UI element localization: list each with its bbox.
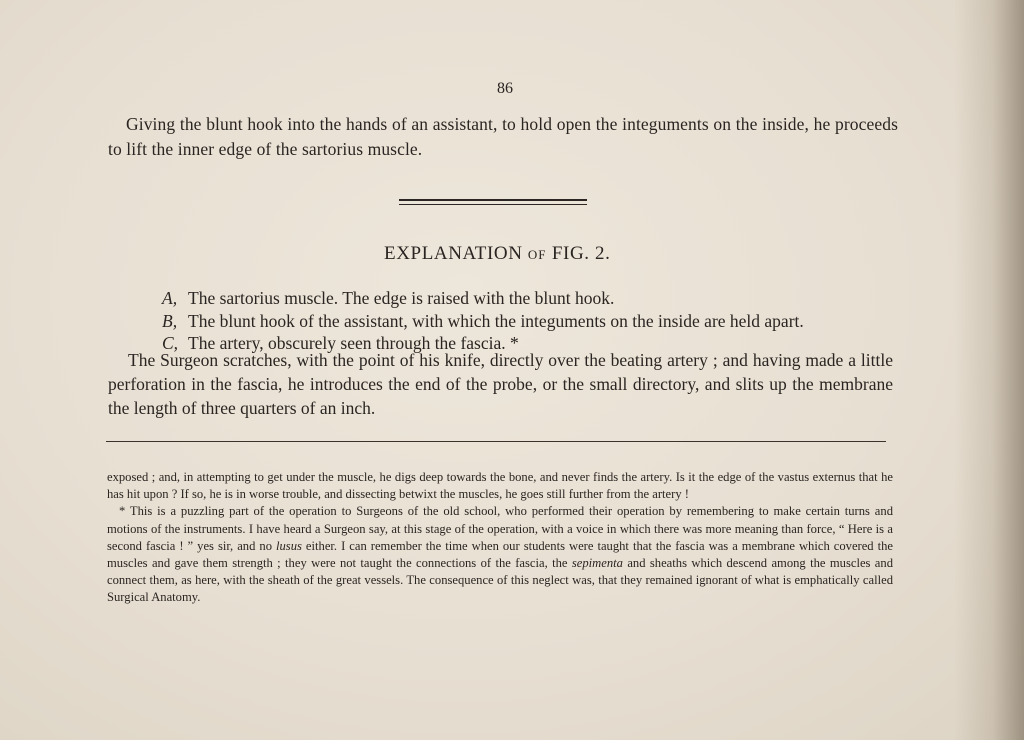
footnote-italic: lusus bbox=[276, 538, 302, 553]
legend-text: The blunt hook of the assistant, with which the integuments on the inside are held apart. bbox=[188, 310, 804, 331]
section-heading bbox=[384, 243, 610, 265]
figure-legend bbox=[162, 287, 882, 355]
footnote-text: and sheaths which descend among the muscles and connect them, as here, with the sheath of the great vessels. The consequence of this neglect was, that they remained ignorant of what is emphatically called Surgical Anatomy. bbox=[107, 556, 893, 605]
legend-text: The artery, obscurely seen through the fascia. * bbox=[188, 333, 519, 353]
footnote-continuation: exposed ; and, in attempting to get under the muscle, he digs deep towards the bone, and never finds the artery. Is it the edge of the vastus externus that he has hit upon ? If so, he is in worse trouble, and dissecting betwixt the muscles, he goes still further from the artery ! bbox=[107, 470, 893, 502]
legend-letter: B, bbox=[162, 310, 178, 331]
legend-letter: C, bbox=[162, 333, 179, 353]
legend-item-b bbox=[162, 310, 882, 333]
heading-of: OF bbox=[527, 247, 547, 262]
footnotes bbox=[107, 469, 893, 607]
section-divider bbox=[399, 199, 587, 205]
footnote-text: either. I can remember the time when our students were taught that the fascia was a membrane which covered the muscles and gave them strength ; they were not taught the connections of the fascia, the bbox=[107, 538, 894, 571]
page-number: 86 bbox=[497, 80, 513, 97]
footnote-text: * This is a puzzling part of the operation to Surgeons of the old school, who performed their operation by remembering to make certain turns and motions of the instruments. I have heard a Surgeon say, at this stage of the operation, with a voice in which there was more meaning than force, “ Here is a second fascia ! ” yes sir, and no bbox=[107, 504, 893, 553]
heading-fig: FIG. 2. bbox=[551, 243, 611, 264]
heading-main: EXPLANATION bbox=[384, 243, 523, 264]
body-paragraph: The Surgeon scratches, with the point of his knife, directly over the beating artery ; and having made a little perforation in the fascia, he introduces the end of the probe, or the small directory, and slits up the membrane the length of three quarters of an inch. bbox=[108, 350, 893, 418]
intro-paragraph: Giving the blunt hook into the hands of an assistant, to hold open the integuments on the inside, he proceeds to lift the inner edge of the sartorius muscle. bbox=[108, 114, 898, 159]
legend-letter: A, bbox=[162, 288, 178, 308]
page-gutter-shadow bbox=[954, 0, 1024, 740]
footnote-rule bbox=[106, 441, 886, 442]
legend-text: The sartorius muscle. The edge is raised with the blunt hook. bbox=[188, 288, 615, 308]
legend-item-a bbox=[162, 287, 882, 310]
footnote-italic: sepimenta bbox=[571, 556, 623, 571]
footnote-asterisk bbox=[107, 503, 893, 606]
